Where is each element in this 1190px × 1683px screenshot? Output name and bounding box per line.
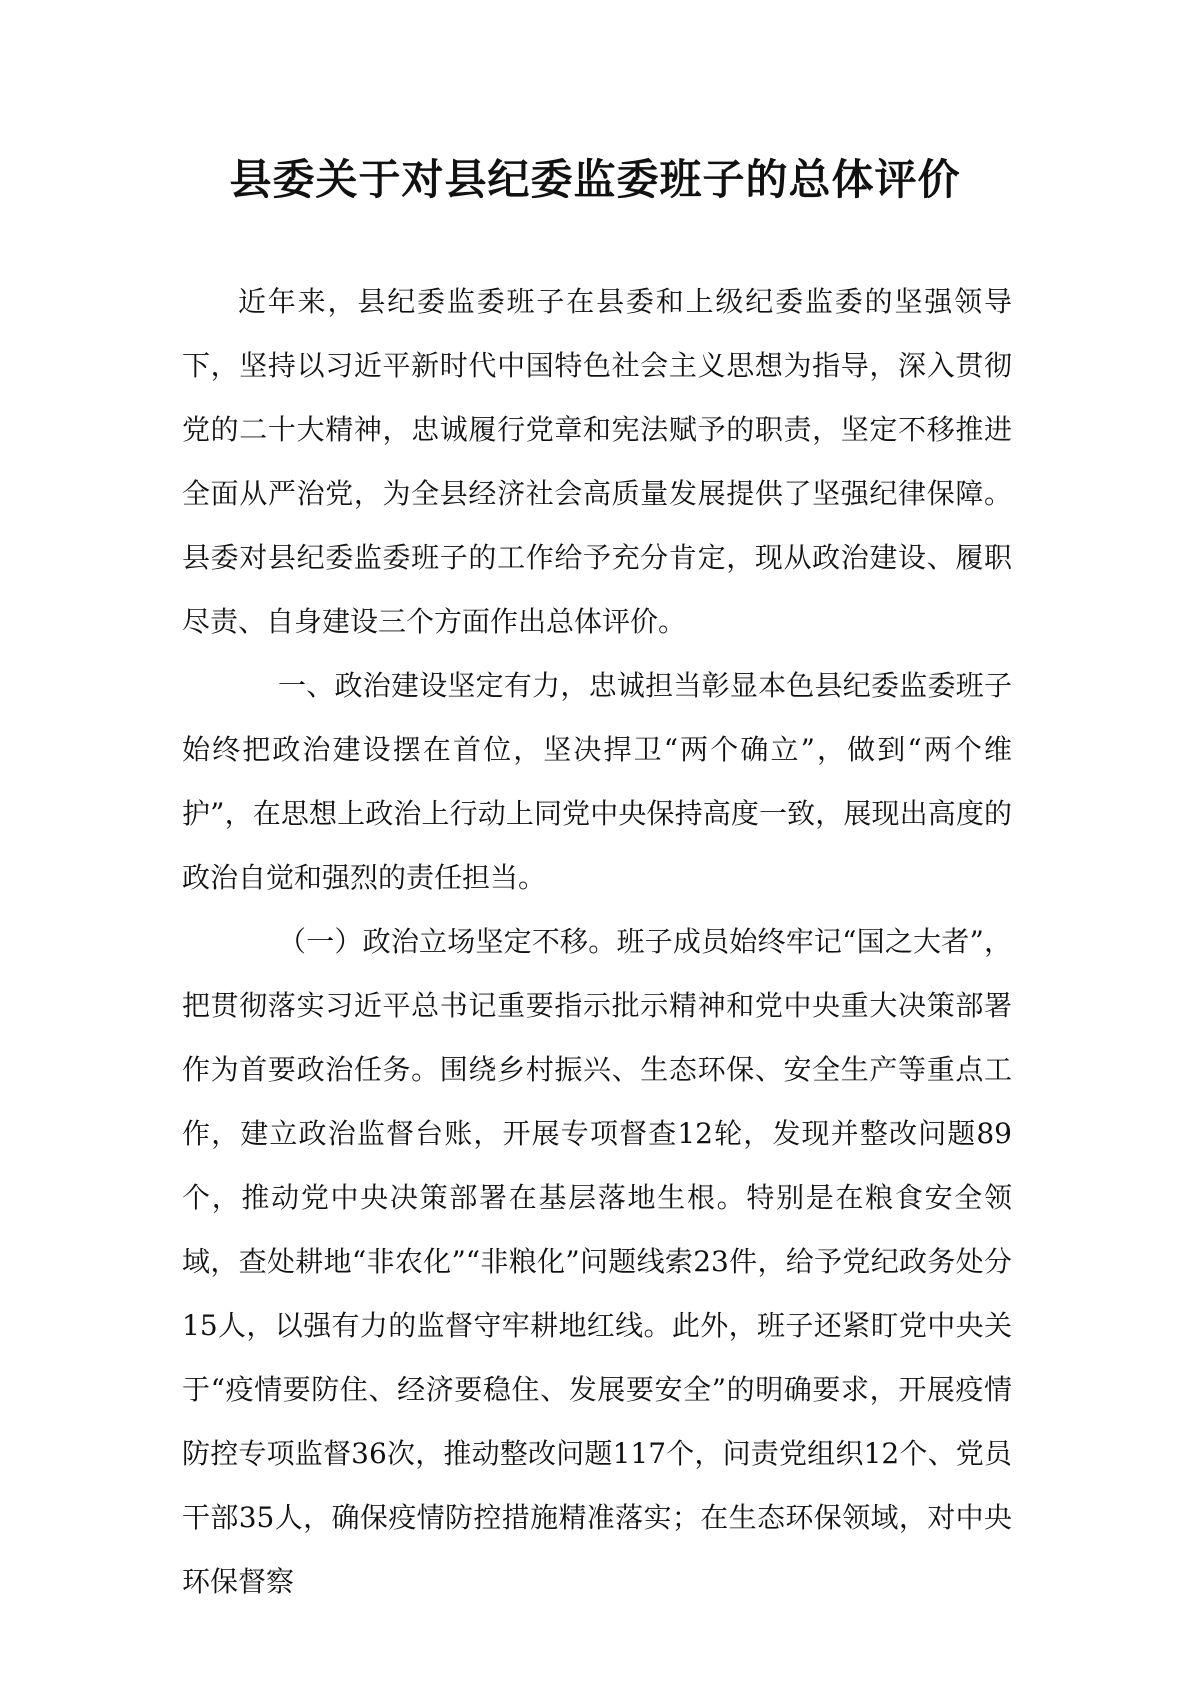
paragraph-intro: 近年来，县纪委监委班子在县委和上级纪委监委的坚强领导下，坚持以习近平新时代中国特色社会主义思想为指导，深入贯彻党的二十大精神，忠诚履行党章和宪法赋予的职责，坚定不移推进全面从严治党，为全县经济社会高质量发展提供了坚强纪律保障。县委对县纪委监委班子的工作给予充分肯定，现从政治建设、履职尽责、自身建设三个方面作出总体评价。 (182, 285, 1012, 638)
paragraph-section-one: 一、政治建设坚定有力，忠诚担当彰显本色县纪委监委班子始终把政治建设摆在首位，坚决捍卫“两个确立”，做到“两个维护”，在思想上政治上行动上同党中央保持高度一致，展现出高度的政治自觉和强烈的责任担当。 (182, 669, 1012, 894)
paragraph-subsection-one: （一）政治立场坚定不移。班子成员始终牢记“国之大者”，把贯彻落实习近平总书记重要指示批示精神和党中央重大决策部署作为首要政治任务。围绕乡村振兴、生态环保、安全生产等重点工作，建立政治监督台账，开展专项督查12轮，发现并整改问题89个，推动党中央决策部署在基层落地生根。特别是在粮食安全领域，查处耕地“非农化”“非粮化”问题线索23件，给予党纪政务处分15人，以强有力的监督守牢耕地红线。此外，班子还紧盯党中央关于“疫情要防住、经济要稳住、发展要安全”的明确要求，开展疫情防控专项监督36次，推动整改问题117个，问责党组织12个、党员干部35人，确保疫情防控措施精准落实；在生态环保领域，对中央环保督察 (182, 925, 1012, 1598)
document-body (182, 270, 1012, 1614)
document-title: 县委关于对县纪委监委班子的总体评价 (229, 155, 961, 204)
